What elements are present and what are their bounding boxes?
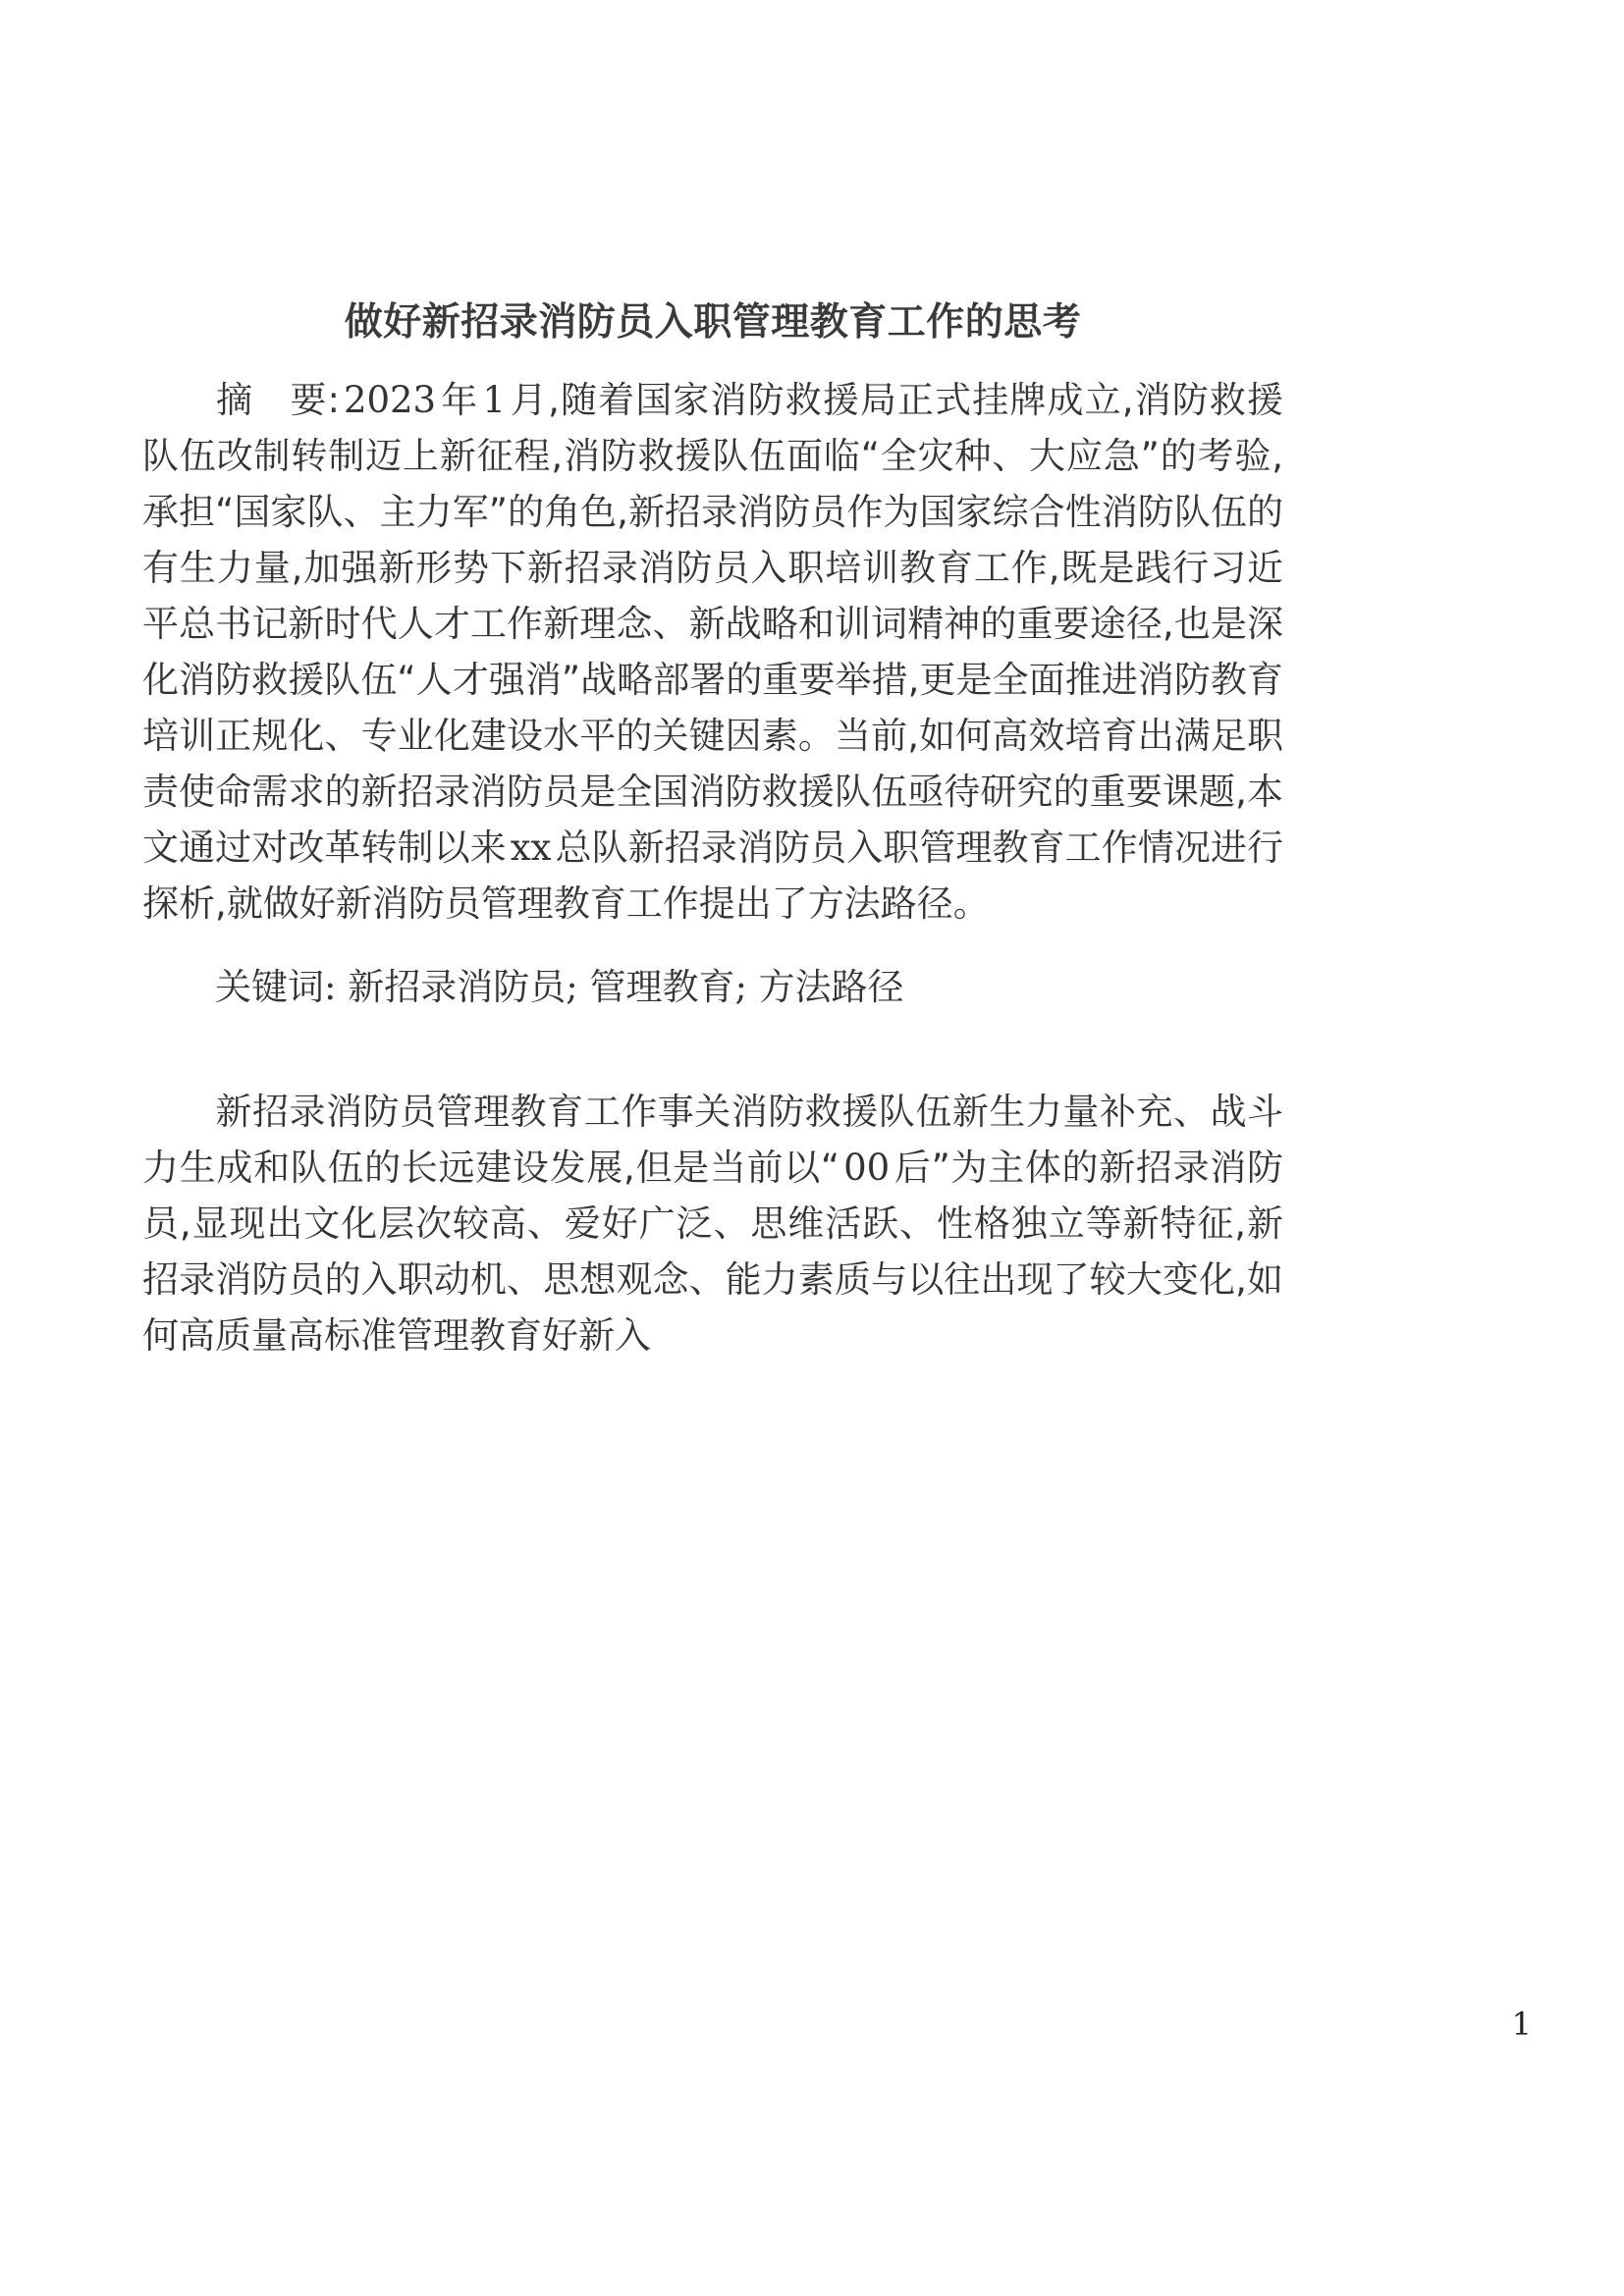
abstract-text-main: 月,随着国家消防救援局正式挂牌成立,消防救援队伍改制转制迈上新征程,消防救援队伍面临“全灾种、大应急”的考验,承担“国家队、主力军”的角色,新招录消防员作为国家综合性消防队伍的有生力量,加强新形势下新招录消防员入职培训教育工作,既是践行习近平总书记新时代人才工作新理念、新战略和训词精神的重要途径,也是深化消防救援队伍“人才强消”战略部署的重要举措,更是全面推进消防教育培训正规化、专业化建设水平的关键因素。当前,如何高效培育出满足职责使命需求的新招录消防员是全国消防救援队伍亟待研究的重要课题,本文通过对改革转制以来 <box>142 379 1283 869</box>
abstract-text-tail: 总队新招录消防员入职管理教育工作情况进行探析,就做好新消防员管理教育工作提出了方法路径。 <box>142 827 1284 925</box>
abstract-label-second: 要: <box>289 379 340 421</box>
page-content <box>142 0 1283 1363</box>
abstract-corps-placeholder: xx <box>510 827 552 869</box>
abstract-year: 2023 <box>343 379 437 421</box>
body-paragraph-1 <box>142 1015 1283 1363</box>
body-text-part-1: 新招录消防员管理教育工作事关消防救援队伍新生力量补充、战斗力生成和队伍的长远建设发展,但是当前以“ <box>142 1091 1283 1189</box>
body-generation-label: 00 <box>843 1147 891 1189</box>
abstract-paragraph <box>142 349 1283 932</box>
page-title: 做好新招录消防员入职管理教育工作的思考 <box>344 299 1082 345</box>
keywords-text: 关键词: 新招录消防员; 管理教育; 方法路径 <box>215 966 904 1008</box>
body-text-part-2: 后”为主体的新招录消防员,显现出文化层次较高、爱好广泛、思维活跃、性格独立等新特征,新招录消防员的入职动机、思想观念、能力素质与以往出现了较大变化,如何高质量高标准管理教育好新入 <box>142 1147 1283 1357</box>
page-number: 1 <box>1511 2005 1532 2043</box>
abstract-label: 摘 <box>215 379 254 421</box>
abstract-month: 1 <box>482 379 506 421</box>
abstract-year-unit: 年 <box>440 379 479 421</box>
keywords-line <box>142 932 1283 1015</box>
